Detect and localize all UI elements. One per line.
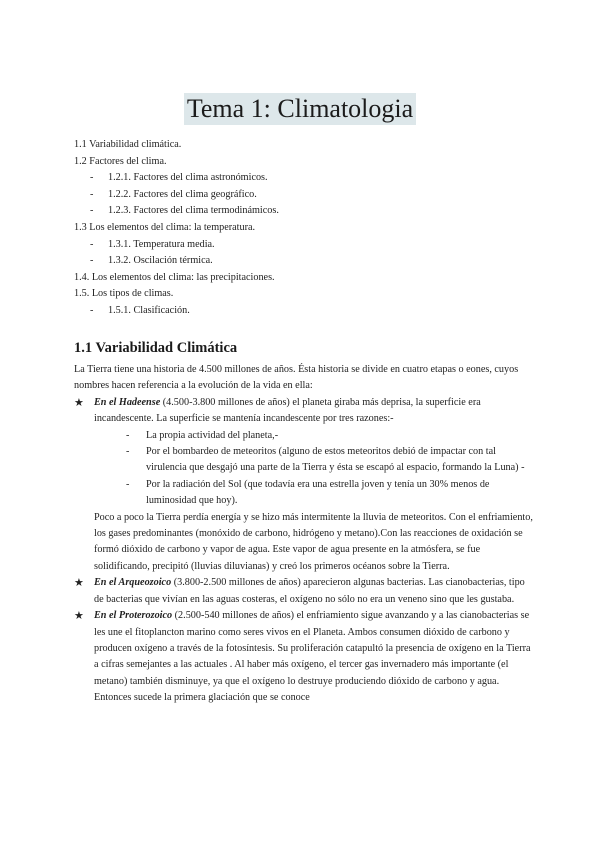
era-name: En el Hadeense (94, 396, 161, 408)
era-name: En el Arqueozoico (94, 577, 172, 589)
list-item: - Por la radiación del Sol (que todavía era una estrella joven y tenía un 30% menos de luminosidad que hoy). (126, 478, 490, 507)
section-heading: 1.1 Variabilidad Climática (74, 340, 238, 356)
toc-item: 1.3 Los elementos del clima: la temperatura. (74, 221, 256, 233)
toc-subitem: - 1.3.2. Oscilación térmica. (90, 255, 213, 267)
toc-subitem: - 1.2.1. Factores del clima astronómicos. (90, 172, 268, 184)
section-body (74, 362, 534, 707)
toc-subitem: - 1.5.1. Clasificación. (90, 304, 190, 316)
toc-item: 1.1 Variabilidad climática. (74, 139, 182, 150)
toc-subitem: - 1.3.1. Temperatura media. (90, 238, 215, 250)
list-item: - Por el bombardeo de meteoritos (alguno de estos meteoritos debió de impactar con tal virulencia que desgajó una parte de la Tierra y ésta se escapó al espacio, formando la Luna) - (126, 446, 525, 474)
toc-item: 1.5. Los tipos de climas. (74, 288, 174, 300)
era-proterozoico (74, 608, 534, 706)
table-of-contents (74, 137, 279, 320)
toc-item: 1.4. Los elementos del clima: las precipitaciones. (74, 271, 275, 283)
hadeense-followup: Poco a poco la Tierra perdía energía y se hizo más intermitente la lluvia de meteoritos. Con el enfriamiento, los gases predominantes (monóxido de carbono, hidrógeno y metano).Con las reacciones de oxidación se formó dióxido de carbono y vapor de agua. Este vapor de agua presente en la atmósfera, se fue solidificando, precipitó (lluvias diluvianas) y creó los primeros océanos sobre la Tierra. (94, 511, 533, 572)
era-text: (3.800-2.500 millones de años) aparecieron algunas bacterias. Las cianobacterias, tipo de bacterias que vivían en las aguas costeras, el oxígeno no sólo no era un veneno sino que les gustaba. (94, 577, 525, 605)
intro-paragraph: La Tierra tiene una historia de 4.500 millones de años. Ésta historia se divide en cuatro etapas o eones, cuyos nombres hacen referencia a la evolución de la vida en ella: (74, 364, 519, 392)
era-name: En el Proterozoico (94, 610, 173, 622)
document-title: Tema 1: Climatologia (184, 93, 416, 125)
toc-subitem: - 1.2.3. Factores del clima termodinámicos. (90, 205, 279, 217)
star-bullet-icon: ★ (74, 396, 84, 409)
star-bullet-icon: ★ (74, 610, 84, 623)
toc-subitem: - 1.2.2. Factores del clima geográfico. (90, 188, 257, 200)
era-arqueozoico (74, 575, 534, 608)
star-bullet-icon: ★ (74, 577, 84, 590)
toc-item: 1.2 Factores del clima. (74, 155, 167, 167)
era-text: (4.500-3.800 millones de años) el planeta giraba más deprisa, la superficie era incandescente. La superficie se mantenía incandescente por tres razones:- (94, 396, 481, 425)
era-text: (2.500-540 millones de años) el enfriamiento sigue avanzando y a las cianobacterias se les une el fitoplancton marino como seres vivos en el Planeta. Ambos consumen dióxido de carbono y producen oxígeno a través de la fotosíntesis. Su proliferación catapultó la presencia de oxígeno en la Tierra a cifras semejantes a las actuales . Al haber más oxígeno, el tercer gas invernadero más importante (el metano) también disminuye, ya que el oxígeno lo destruye produciendo dióxido de carbono y agua. Entonces sucede la primera glaciación que se conoce (94, 610, 531, 704)
era-hadeense (74, 395, 534, 575)
list-item: - La propia actividad del planeta,- (126, 429, 279, 441)
reasons-list (94, 428, 534, 510)
